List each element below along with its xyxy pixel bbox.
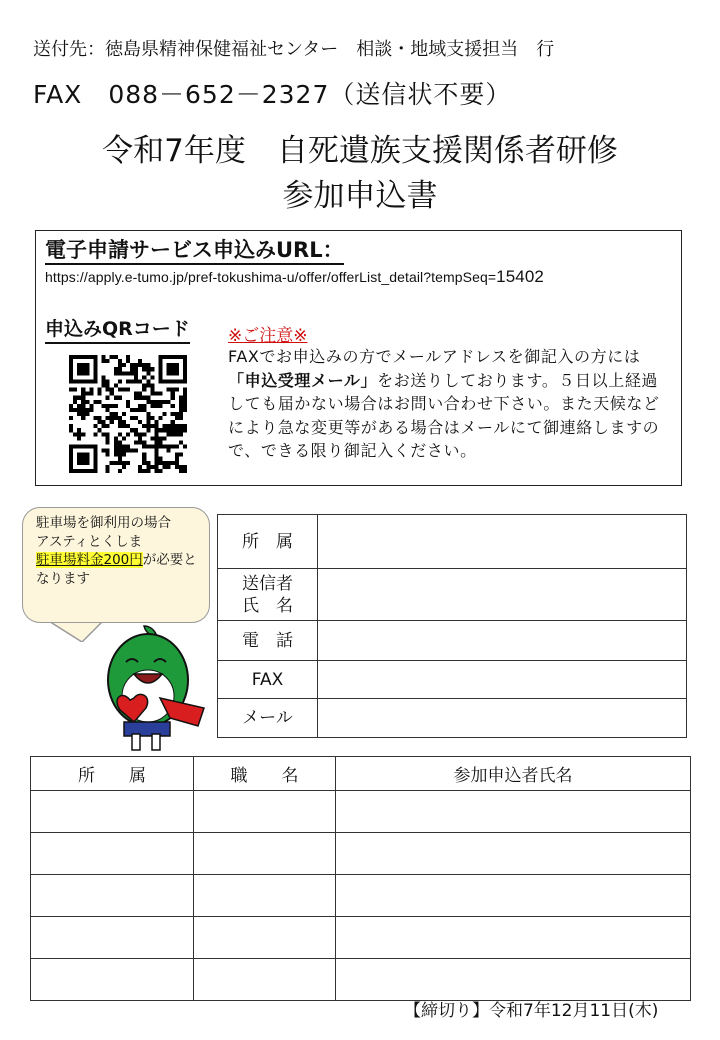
table-row: [218, 515, 687, 569]
position-cell[interactable]: [194, 791, 336, 833]
affiliation-cell[interactable]: [31, 791, 194, 833]
deadline: 【締切り】令和7年12月11日(木): [404, 1001, 659, 1021]
table-row: [31, 791, 691, 833]
participant-name-cell[interactable]: [336, 833, 691, 875]
position-cell[interactable]: [194, 833, 336, 875]
sender-name-label: 送信者 氏 名: [218, 569, 318, 621]
column-header-affiliation: 所 属: [31, 757, 194, 791]
parking-fee-highlight: 駐車場料金200円: [36, 552, 143, 568]
phone-label: 電 話: [218, 621, 318, 661]
application-url-number: 15402: [496, 267, 544, 286]
affiliation-cell[interactable]: [31, 833, 194, 875]
fax-label: FAX: [218, 661, 318, 699]
table-row: [218, 699, 687, 738]
table-row: [218, 569, 687, 621]
table-row: [31, 917, 691, 959]
table-row: [218, 621, 687, 661]
column-header-position: 職 名: [194, 757, 336, 791]
fax-destination: 送付先：徳島県精神保健福祉センター 相談・地域支援担当 行: [33, 39, 555, 60]
table-row: [31, 959, 691, 1001]
position-cell[interactable]: [194, 875, 336, 917]
participant-name-cell[interactable]: [336, 875, 691, 917]
notice-title: ※ご注意※: [228, 326, 308, 346]
position-cell[interactable]: [194, 959, 336, 1001]
sender-info-table: [217, 514, 687, 738]
participant-table: [30, 756, 691, 1001]
online-application-box: [35, 230, 682, 486]
participant-name-cell[interactable]: [336, 917, 691, 959]
application-url[interactable]: [45, 267, 544, 287]
position-cell[interactable]: [194, 917, 336, 959]
table-row: [31, 833, 691, 875]
affiliation-label: 所 属: [218, 515, 318, 569]
table-row: [218, 661, 687, 699]
notice-text: FAXでお申込みの方でメールアドレスを御記入の方には「申込受理メール」をお送りしております。５日以上経過しても届かない場合はお問い合わせ下さい。また天候などにより急な変更等がある場合はメールにて御連絡しますので、できる限り御記入ください。: [228, 347, 660, 460]
phone-field[interactable]: [318, 621, 687, 661]
column-header-participant-name: 参加申込者氏名: [336, 757, 691, 791]
sender-name-field[interactable]: [318, 569, 687, 621]
fax-number: FAX 088－652－2327（送信状不要）: [33, 80, 512, 109]
page-subtitle: 参加申込書: [282, 178, 438, 214]
application-url-main: https://apply.e-tumo.jp/pref-tokushima-u/offer/offerList_detail?tempSeq=: [45, 269, 497, 285]
participant-name-cell[interactable]: [336, 791, 691, 833]
qr-label: 申込みQRコード: [45, 316, 190, 344]
table-header-row: [31, 757, 691, 791]
table-row: [31, 875, 691, 917]
page-title: 令和7年度 自死遺族支援関係者研修: [102, 133, 618, 169]
affiliation-cell[interactable]: [31, 917, 194, 959]
email-label: メール: [218, 699, 318, 738]
qr-code-icon: [69, 355, 187, 473]
affiliation-field[interactable]: [318, 515, 687, 569]
fax-field[interactable]: [318, 661, 687, 699]
affiliation-cell[interactable]: [31, 875, 194, 917]
participant-name-cell[interactable]: [336, 959, 691, 1001]
parking-note-text: 駐車場を御利用の場合 アスティとくしま 駐車場料金200円が必要となります: [36, 515, 197, 587]
mascot-character-icon: [100, 622, 210, 754]
url-label: 電子申請サービス申込みURL：: [45, 237, 344, 265]
affiliation-cell[interactable]: [31, 959, 194, 1001]
email-field[interactable]: [318, 699, 687, 738]
